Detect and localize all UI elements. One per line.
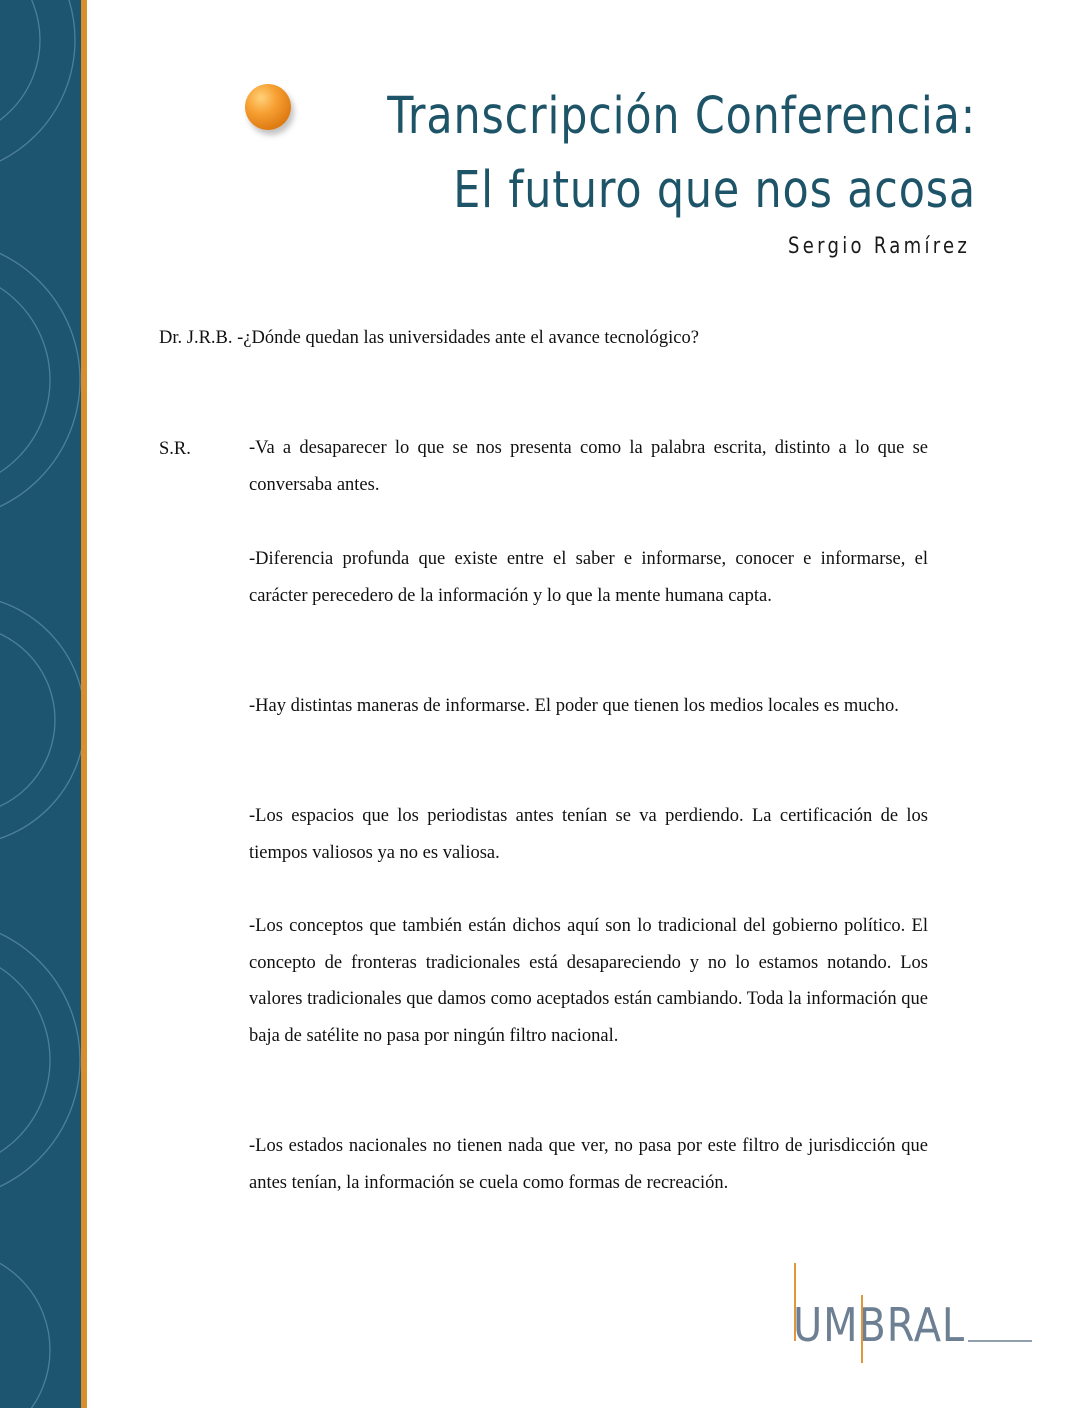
answer-paragraph: -Hay distintas maneras de informarse. El poder que tienen los medios locales es mucho.	[249, 696, 899, 716]
question-text: -¿Dónde quedan las universidades ante el avance tecnológico?	[237, 328, 699, 348]
umbral-logo-mark	[790, 1255, 1040, 1365]
question-line	[159, 325, 699, 351]
answer-speaker: S.R.	[159, 439, 191, 459]
answer-paragraph: -Diferencia profunda que existe entre el saber e informarse, conocer e informarse, el carácter perecedero de la información y lo que la mente humana capta.	[249, 549, 928, 606]
sidebar-accent-stripe	[81, 0, 87, 1408]
orange-bullet-icon	[245, 84, 291, 130]
page-title: Transcripción Conferencia: El futuro que nos acosa	[387, 87, 976, 220]
answer-paragraph: -Va a desaparecer lo que se nos presenta como la palabra escrita, distinto a lo que se conversaba antes.	[249, 438, 928, 495]
question-speaker: Dr. J.R.B.	[159, 328, 233, 348]
svg-text:UMBRAL: UMBRAL	[793, 1298, 965, 1352]
answer-paragraph: -Los espacios que los periodistas antes tenían se va perdiendo. La certificación de los tiempos valiosos ya no es valiosa.	[249, 806, 928, 863]
author-name: Sergio Ramírez	[787, 234, 970, 259]
answer-paragraph: -Los conceptos que también están dichos aquí son lo tradicional del gobierno político. El concepto de fronteras tradicionales está desapareciendo y no lo estamos notando. Los valores tradicionales que damos como aceptados están cambiando. Toda la información que baja de satélite no pasa por ningún filtro nacional.	[249, 916, 928, 1046]
answer-paragraph: -Los estados nacionales no tienen nada que ver, no pasa por este filtro de jurisdicción que antes tenían, la información se cuela como formas de recreación.	[249, 1136, 928, 1193]
sidebar-arcs	[0, 0, 81, 1408]
umbral-logo	[790, 1255, 1040, 1365]
decorative-sidebar	[0, 0, 81, 1408]
